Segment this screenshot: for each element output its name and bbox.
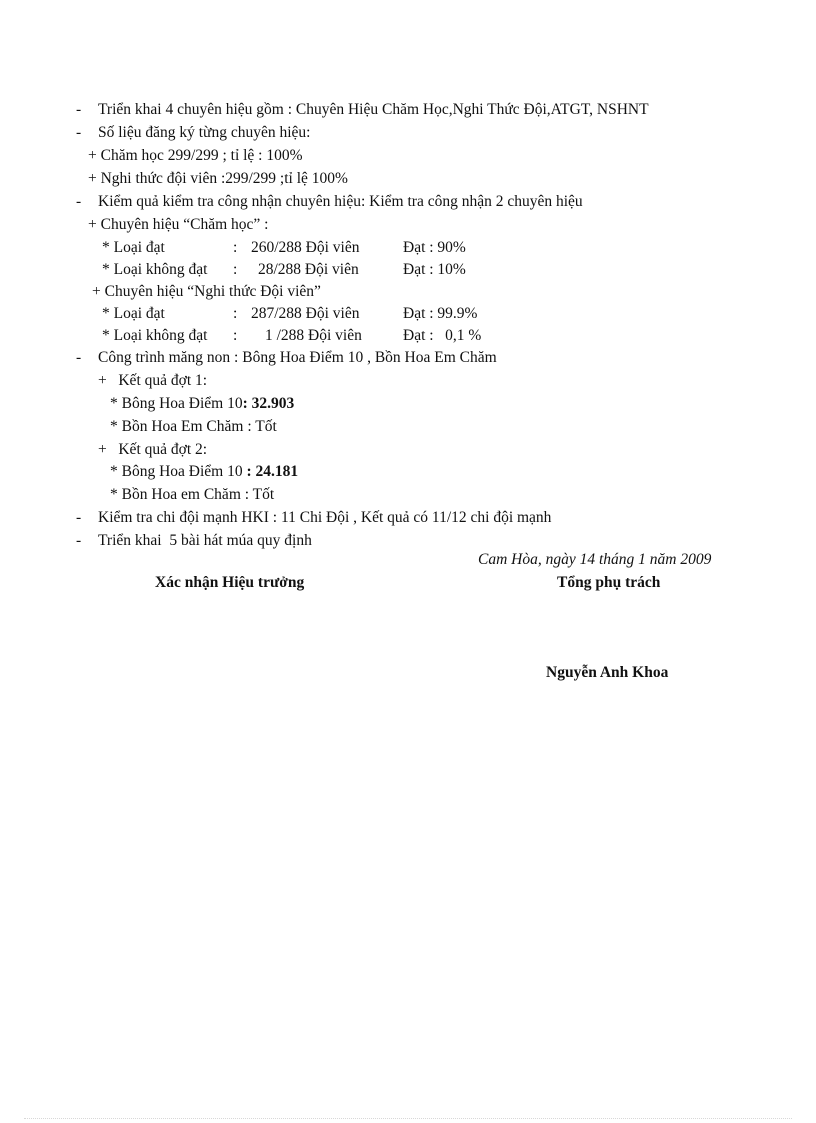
item-deploy-badges: Triển khai 4 chuyên hiệu gồm : Chuyên Hiệu Chăm Học,Nghi Thức Đội,ATGT, NSHNT <box>98 101 649 118</box>
left-signature-title: Xác nhận Hiệu trưởng <box>155 574 305 591</box>
round-1-bon-hoa: * Bồn Hoa Em Chăm : Tốt <box>110 418 277 435</box>
result-count: 287/288 Đội viên <box>251 305 360 322</box>
result-label: * Loại đạt <box>102 305 165 322</box>
result-separator: : <box>233 305 238 322</box>
item-inspection-results: Kiểm quả kiểm tra công nhận chuyên hiệu: Kiểm tra công nhận 2 chuyên hiệu <box>98 193 583 210</box>
place-date: Cam Hòa, ngày 14 tháng 1 năm 2009 <box>478 551 712 568</box>
stat-nghi-thuc: + Nghi thức đội viên :299/299 ;tỉ lệ 100% <box>88 170 348 187</box>
round-1-heading: + Kết quả đợt 1: <box>98 372 208 389</box>
result-count: 260/288 Đội viên <box>251 239 360 256</box>
result-label: * Loại không đạt <box>102 327 208 344</box>
result-label: * Loại đạt <box>102 239 165 256</box>
bullet-dash: - <box>76 349 82 366</box>
item-mang-non: Công trình măng non : Bông Hoa Điểm 10 , Bồn Hoa Em Chăm <box>98 349 497 366</box>
result-percent: Đạt : 0,1 % <box>403 327 482 344</box>
result-percent: Đạt : 99.9% <box>403 305 478 322</box>
bullet-dash: - <box>76 124 82 141</box>
signer-name: Nguyễn Anh Khoa <box>546 664 669 681</box>
item-chi-doi-manh: Kiểm tra chi đội mạnh HKI : 11 Chi Đội , Kết quả có 11/12 chi đội mạnh <box>98 509 552 526</box>
bullet-dash: - <box>76 532 82 549</box>
result-separator: : <box>233 239 238 256</box>
round-2-bong-hoa <box>110 462 298 482</box>
page-bottom-rule <box>24 1118 792 1119</box>
stat-cham-hoc: + Chăm học 299/299 ; tỉ lệ : 100% <box>88 147 303 164</box>
round-1-bong-hoa <box>110 394 294 414</box>
badge-cham-hoc-heading: + Chuyên hiệu “Chăm học” : <box>88 216 269 233</box>
right-signature-title: Tổng phụ trách <box>557 574 661 591</box>
round-2-bong-hoa-value: : 24.181 <box>246 463 299 480</box>
result-count: 1 /288 Đội viên <box>265 327 362 344</box>
round-1-bong-hoa-label: * Bông Hoa Điểm 10 <box>110 395 243 412</box>
result-count: 28/288 Đội viên <box>258 261 359 278</box>
result-label: * Loại không đạt <box>102 261 208 278</box>
bullet-dash: - <box>76 193 82 210</box>
badge-nghi-thuc-heading: + Chuyên hiệu “Nghi thức Đội viên” <box>92 283 321 300</box>
bullet-dash: - <box>76 509 82 526</box>
round-2-bong-hoa-label: * Bông Hoa Điểm 10 <box>110 463 247 480</box>
round-2-heading: + Kết quả đợt 2: <box>98 441 208 458</box>
result-percent: Đạt : 10% <box>403 261 466 278</box>
round-1-bong-hoa-value: : 32.903 <box>242 395 295 412</box>
item-registration-stats: Số liệu đăng ký từng chuyên hiệu: <box>98 124 311 141</box>
result-percent: Đạt : 90% <box>403 239 466 256</box>
round-2-bon-hoa: * Bồn Hoa em Chăm : Tốt <box>110 486 275 503</box>
result-separator: : <box>233 261 238 278</box>
result-separator: : <box>233 327 238 344</box>
item-bai-hat-mua: Triển khai 5 bài hát múa quy định <box>98 532 312 549</box>
bullet-dash: - <box>76 101 82 118</box>
